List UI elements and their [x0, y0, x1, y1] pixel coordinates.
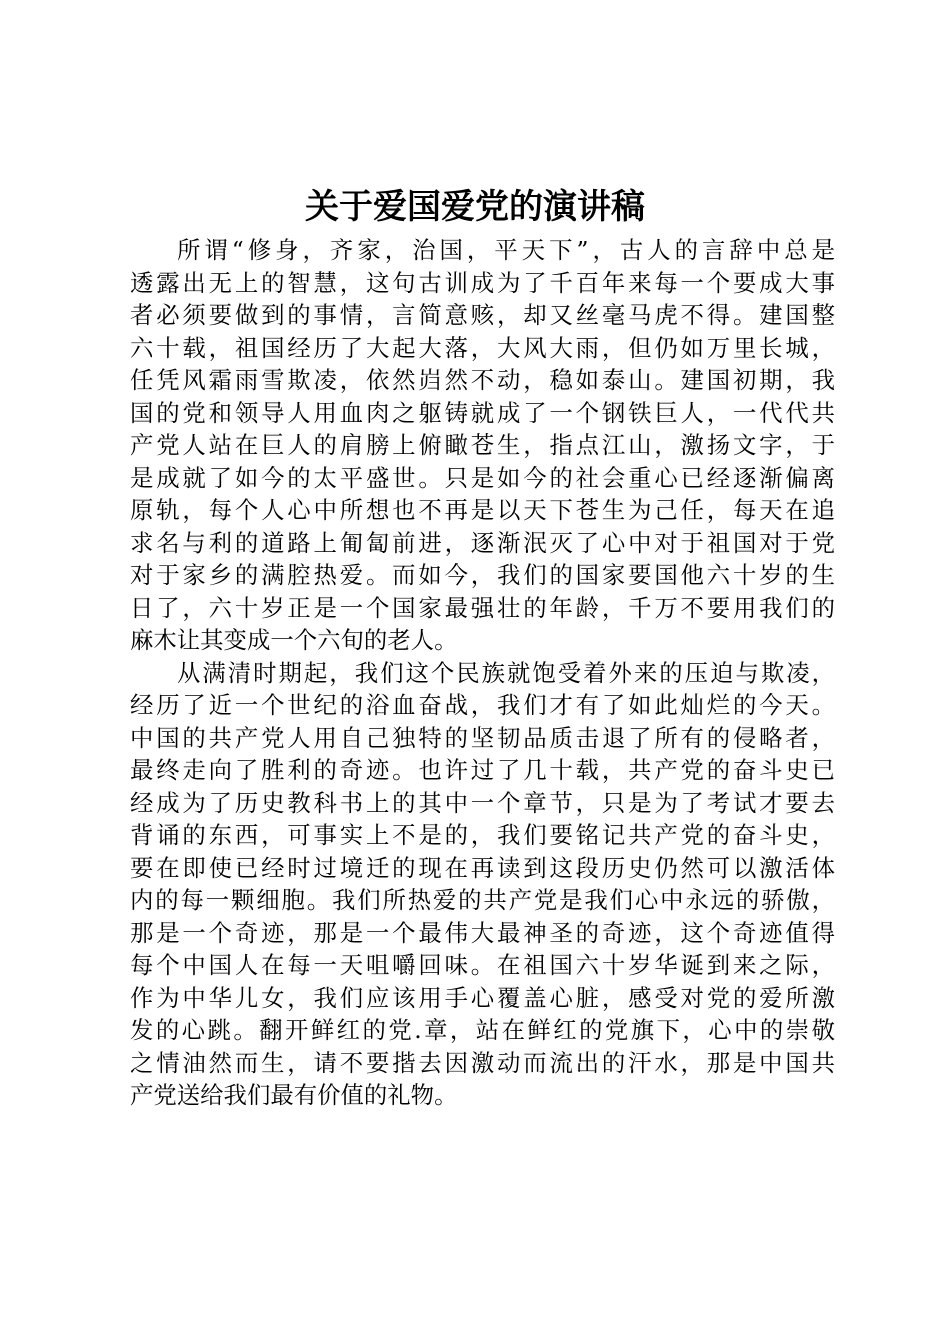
text-line: 作为中华儿女，我们应该用手心覆盖心脏，感受对党的爱所激 — [130, 983, 835, 1012]
text-line: 任凭风霜雨雪欺凌，依然岿然不动，稳如泰山。建国初期，我 — [130, 366, 835, 394]
text-line: 国的党和领导人用血肉之躯铸就成了一个钢铁巨人，一代代共 — [130, 398, 835, 427]
text-line: 经成为了历史教科书上的其中一个章节，只是为了考试才要去 — [130, 788, 835, 817]
text-line: 中国的共产党人用自己独特的坚韧品质击退了所有的侵略者， — [130, 723, 835, 752]
text-line: 日了，六十岁正是一个国家最强壮的年龄，千万不要用我们的 — [130, 593, 835, 622]
text-line: 每个中国人在每一天咀嚼回味。在祖国六十岁华诞到来之际， — [130, 951, 835, 979]
text-line: 产党人站在巨人的肩膀上俯瞰苍生，指点江山，激扬文字，于 — [130, 431, 835, 459]
text-line: 产党送给我们最有价值的礼物。 — [130, 1081, 458, 1109]
text-line: 原轨，每个人心中所想也不再是以天下苍生为己任，每天在追 — [130, 496, 835, 524]
text-line: 求名与利的道路上匍匐前进，逐渐泯灭了心中对于祖国对于党 — [130, 528, 835, 557]
document-title: 关于爱国爱党的演讲稿 — [305, 187, 645, 227]
paragraph-2 — [130, 657, 835, 1112]
text-line: 者必须要做到的事情，言简意赅，却又丝毫马虎不得。建国整 — [130, 301, 835, 329]
text-line: 之情油然而生，请不要揩去因激动而流出的汗水，那是中国共 — [130, 1048, 835, 1077]
text-line: 麻木让其变成一个六旬的老人。 — [130, 626, 458, 654]
text-line: 所谓“修身，齐家，治国，平天下”，古人的言辞中总是 — [177, 236, 835, 264]
text-line: 背诵的东西，可事实上不是的，我们要铭记共产党的奋斗史， — [130, 821, 835, 849]
text-line: 内的每一颗细胞。我们所热爱的共产党是我们心中永远的骄傲， — [130, 886, 835, 914]
text-line: 最终走向了胜利的奇迹。也许过了几十载，共产党的奋斗史已 — [130, 756, 835, 784]
text-line: 经历了近一个世纪的浴血奋战，我们才有了如此灿烂的今天。 — [130, 691, 835, 719]
document-body — [130, 234, 835, 1112]
text-line: 要在即使已经时过境迁的现在再读到这段历史仍然可以激活体 — [130, 853, 835, 882]
paragraph-1 — [130, 234, 835, 657]
text-line: 透露出无上的智慧，这句古训成为了千百年来每一个要成大事 — [130, 268, 835, 297]
text-line: 从满清时期起，我们这个民族就饱受着外来的压迫与欺凌， — [177, 658, 835, 687]
text-line: 六十载，祖国经历了大起大落，大风大雨，但仍如万里长城， — [130, 333, 835, 362]
text-line: 那是一个奇迹，那是一个最伟大最神圣的奇迹，这个奇迹值得 — [130, 918, 835, 947]
text-line: 发的心跳。翻开鲜红的党.章，站在鲜红的党旗下，心中的崇敬 — [130, 1016, 835, 1044]
text-line: 对于家乡的满腔热爱。而如今，我们的国家要国他六十岁的生 — [130, 561, 835, 589]
text-line: 是成就了如今的太平盛世。只是如今的社会重心已经逐渐偏离 — [130, 463, 835, 492]
